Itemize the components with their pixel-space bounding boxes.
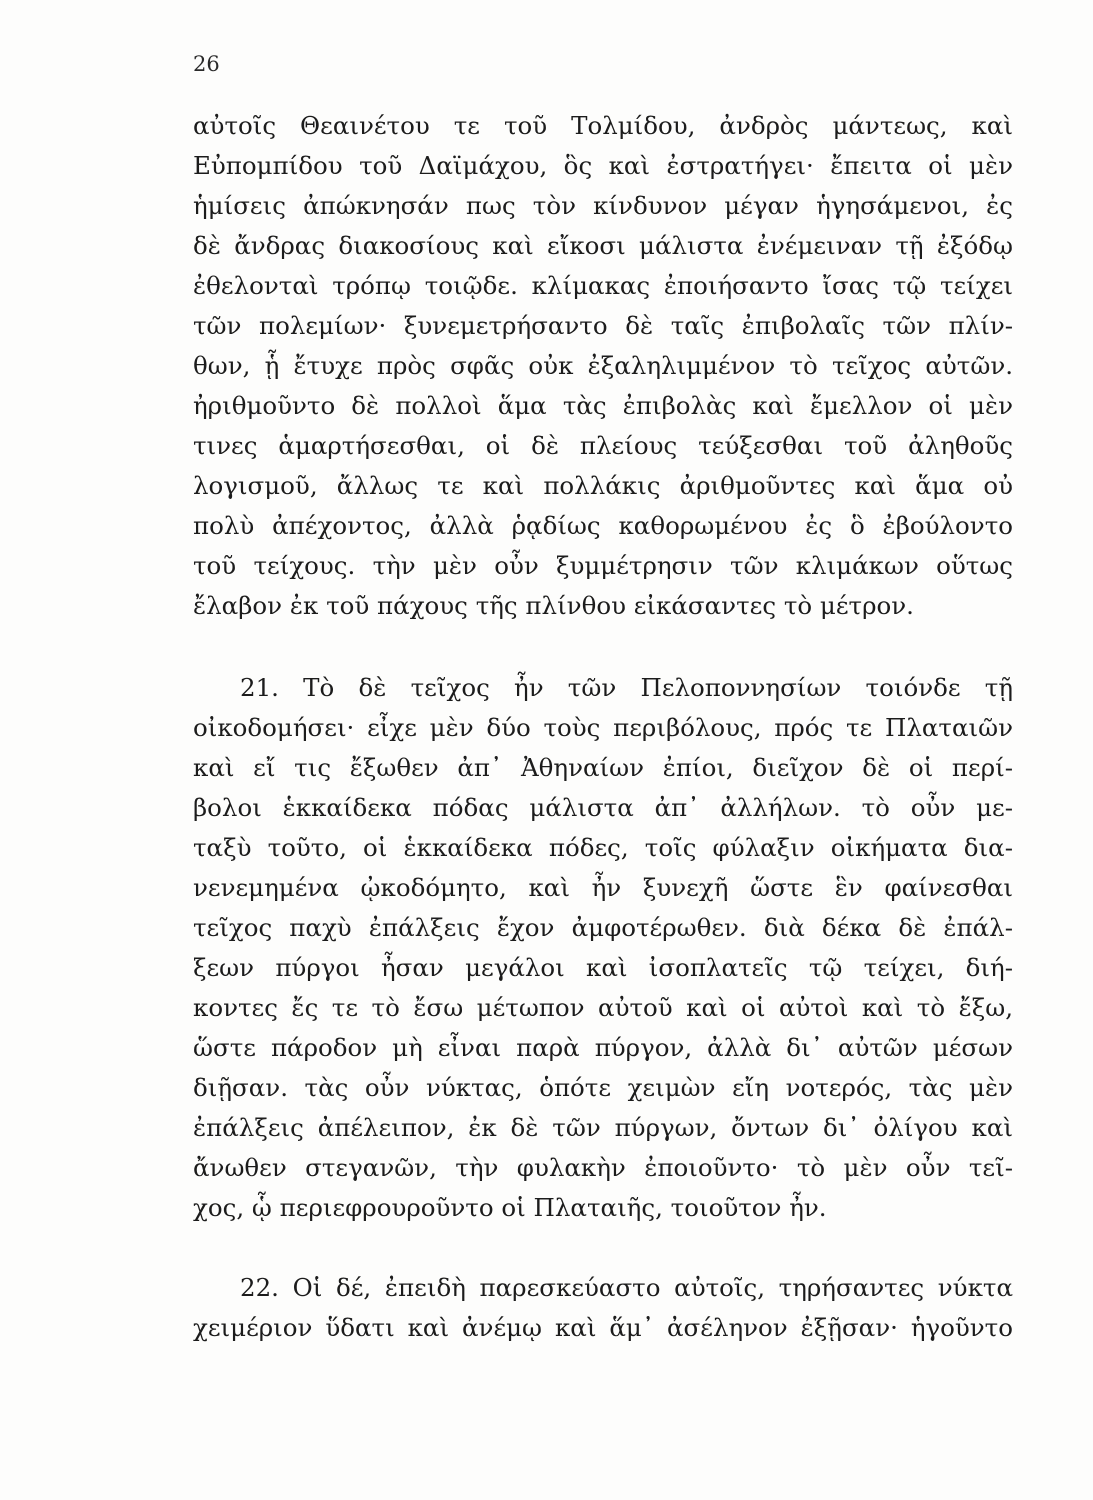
text-line: Εὐπομπίδου τοῦ Δαϊμάχου, ὃς καὶ ἐστρατήγει· ἔπειτα οἱ μὲν — [193, 151, 1013, 180]
text-line: ἠριθμοῦντο δὲ πολλοὶ ἅμα τὰς ἐπιβολὰς καὶ ἔμελλον οἱ μὲν — [193, 391, 1013, 420]
text-line: τῶν πολεμίων· ξυνεμετρήσαντο δὲ ταῖς ἐπιβολαῖς τῶν πλίν- — [193, 311, 1013, 340]
text-line: αὐτοῖς Θεαινέτου τε τοῦ Τολμίδου, ἀνδρὸς μάντεως, καὶ — [193, 111, 1013, 140]
page-number: 26 — [193, 52, 220, 76]
text-line: νενεμημένα ᾠκοδόμητο, καὶ ἦν ξυνεχῆ ὥστε ἓν φαίνεσθαι — [193, 873, 1013, 902]
text-line: ἔλαβον ἐκ τοῦ πάχους τῆς πλίνθου εἰκάσαντες τὸ μέτρον. — [193, 591, 914, 620]
text-line: ξεων πύργοι ἦσαν μεγάλοι καὶ ἰσοπλατεῖς τῷ τείχει, διή- — [193, 953, 1013, 982]
text-line: χειμέριον ὕδατι καὶ ἀνέμῳ καὶ ἅμ᾽ ἀσέληνον ἐξῇσαν· ἡγοῦντο — [193, 1313, 1013, 1342]
text-line: θων, ᾗ ἔτυχε πρὸς σφᾶς οὐκ ἐξαληλιμμένον τὸ τεῖχος αὐτῶν. — [193, 351, 1013, 380]
text-line: οἰκοδομήσει· εἶχε μὲν δύο τοὺς περιβόλους, πρός τε Πλαταιῶν — [193, 713, 1013, 742]
text-line: ἐπάλξεις ἀπέλειπον, ἐκ δὲ τῶν πύργων, ὄντων δι᾽ ὀλίγου καὶ — [193, 1113, 1013, 1142]
text-line: λογισμοῦ, ἄλλως τε καὶ πολλάκις ἀριθμοῦντες καὶ ἅμα οὐ — [193, 471, 1013, 500]
text-line: βολοι ἑκκαίδεκα πόδας μάλιστα ἀπ᾽ ἀλλήλων. τὸ οὖν με- — [193, 793, 1013, 822]
text-line: τινες ἁμαρτήσεσθαι, οἱ δὲ πλείους τεύξεσθαι τοῦ ἀληθοῦς — [193, 431, 1013, 460]
text-line: δὲ ἄνδρας διακοσίους καὶ εἴκοσι μάλιστα ἐνέμειναν τῇ ἐξόδῳ — [193, 231, 1013, 260]
text-line: χος, ᾧ περιεφρουροῦντο οἱ Πλαταιῆς, τοιοῦτον ἦν. — [193, 1193, 827, 1222]
text-line: κοντες ἔς τε τὸ ἔσω μέτωπον αὐτοῦ καὶ οἱ αὐτοὶ καὶ τὸ ἔξω, — [193, 993, 1013, 1022]
text-line: ὥστε πάροδον μὴ εἶναι παρὰ πύργον, ἀλλὰ δι᾽ αὐτῶν μέσων — [193, 1033, 1013, 1062]
text-line: ἄνωθεν στεγανῶν, τὴν φυλακὴν ἐποιοῦντο· τὸ μὲν οὖν τεῖ- — [193, 1153, 1013, 1182]
text-line: τεῖχος παχὺ ἐπάλξεις ἔχον ἀμφοτέρωθεν. διὰ δέκα δὲ ἐπάλ- — [193, 913, 1013, 942]
section-21-first-line: 21. Τὸ δὲ τεῖχος ἦν τῶν Πελοποννησίων τοιόνδε τῇ — [240, 673, 1013, 702]
text-line: πολὺ ἀπέχοντος, ἀλλὰ ῥᾳδίως καθορωμένου ἐς ὃ ἐβούλοντο — [193, 511, 1013, 540]
text-line: τοῦ τείχους. τὴν μὲν οὖν ξυμμέτρησιν τῶν κλιμάκων οὕτως — [193, 551, 1013, 580]
text-line: ἡμίσεις ἀπώκνησάν πως τὸν κίνδυνον μέγαν ἡγησάμενοι, ἐς — [193, 191, 1013, 220]
text-line: ἐθελονταὶ τρόπῳ τοιῷδε. κλίμακας ἐποιήσαντο ἴσας τῷ τείχει — [193, 271, 1013, 300]
section-22-first-line: 22. Οἱ δέ, ἐπειδὴ παρεσκεύαστο αὐτοῖς, τηρήσαντες νύκτα — [240, 1273, 1013, 1302]
text-line: ταξὺ τοῦτο, οἱ ἑκκαίδεκα πόδες, τοῖς φύλαξιν οἰκήματα δια- — [193, 833, 1013, 862]
text-line: διῇσαν. τὰς οὖν νύκτας, ὁπότε χειμὼν εἴη νοτερός, τὰς μὲν — [193, 1073, 1013, 1102]
text-line: καὶ εἴ τις ἔξωθεν ἀπ᾽ Ἀθηναίων ἐπίοι, διεῖχον δὲ οἱ περί- — [193, 753, 1013, 782]
